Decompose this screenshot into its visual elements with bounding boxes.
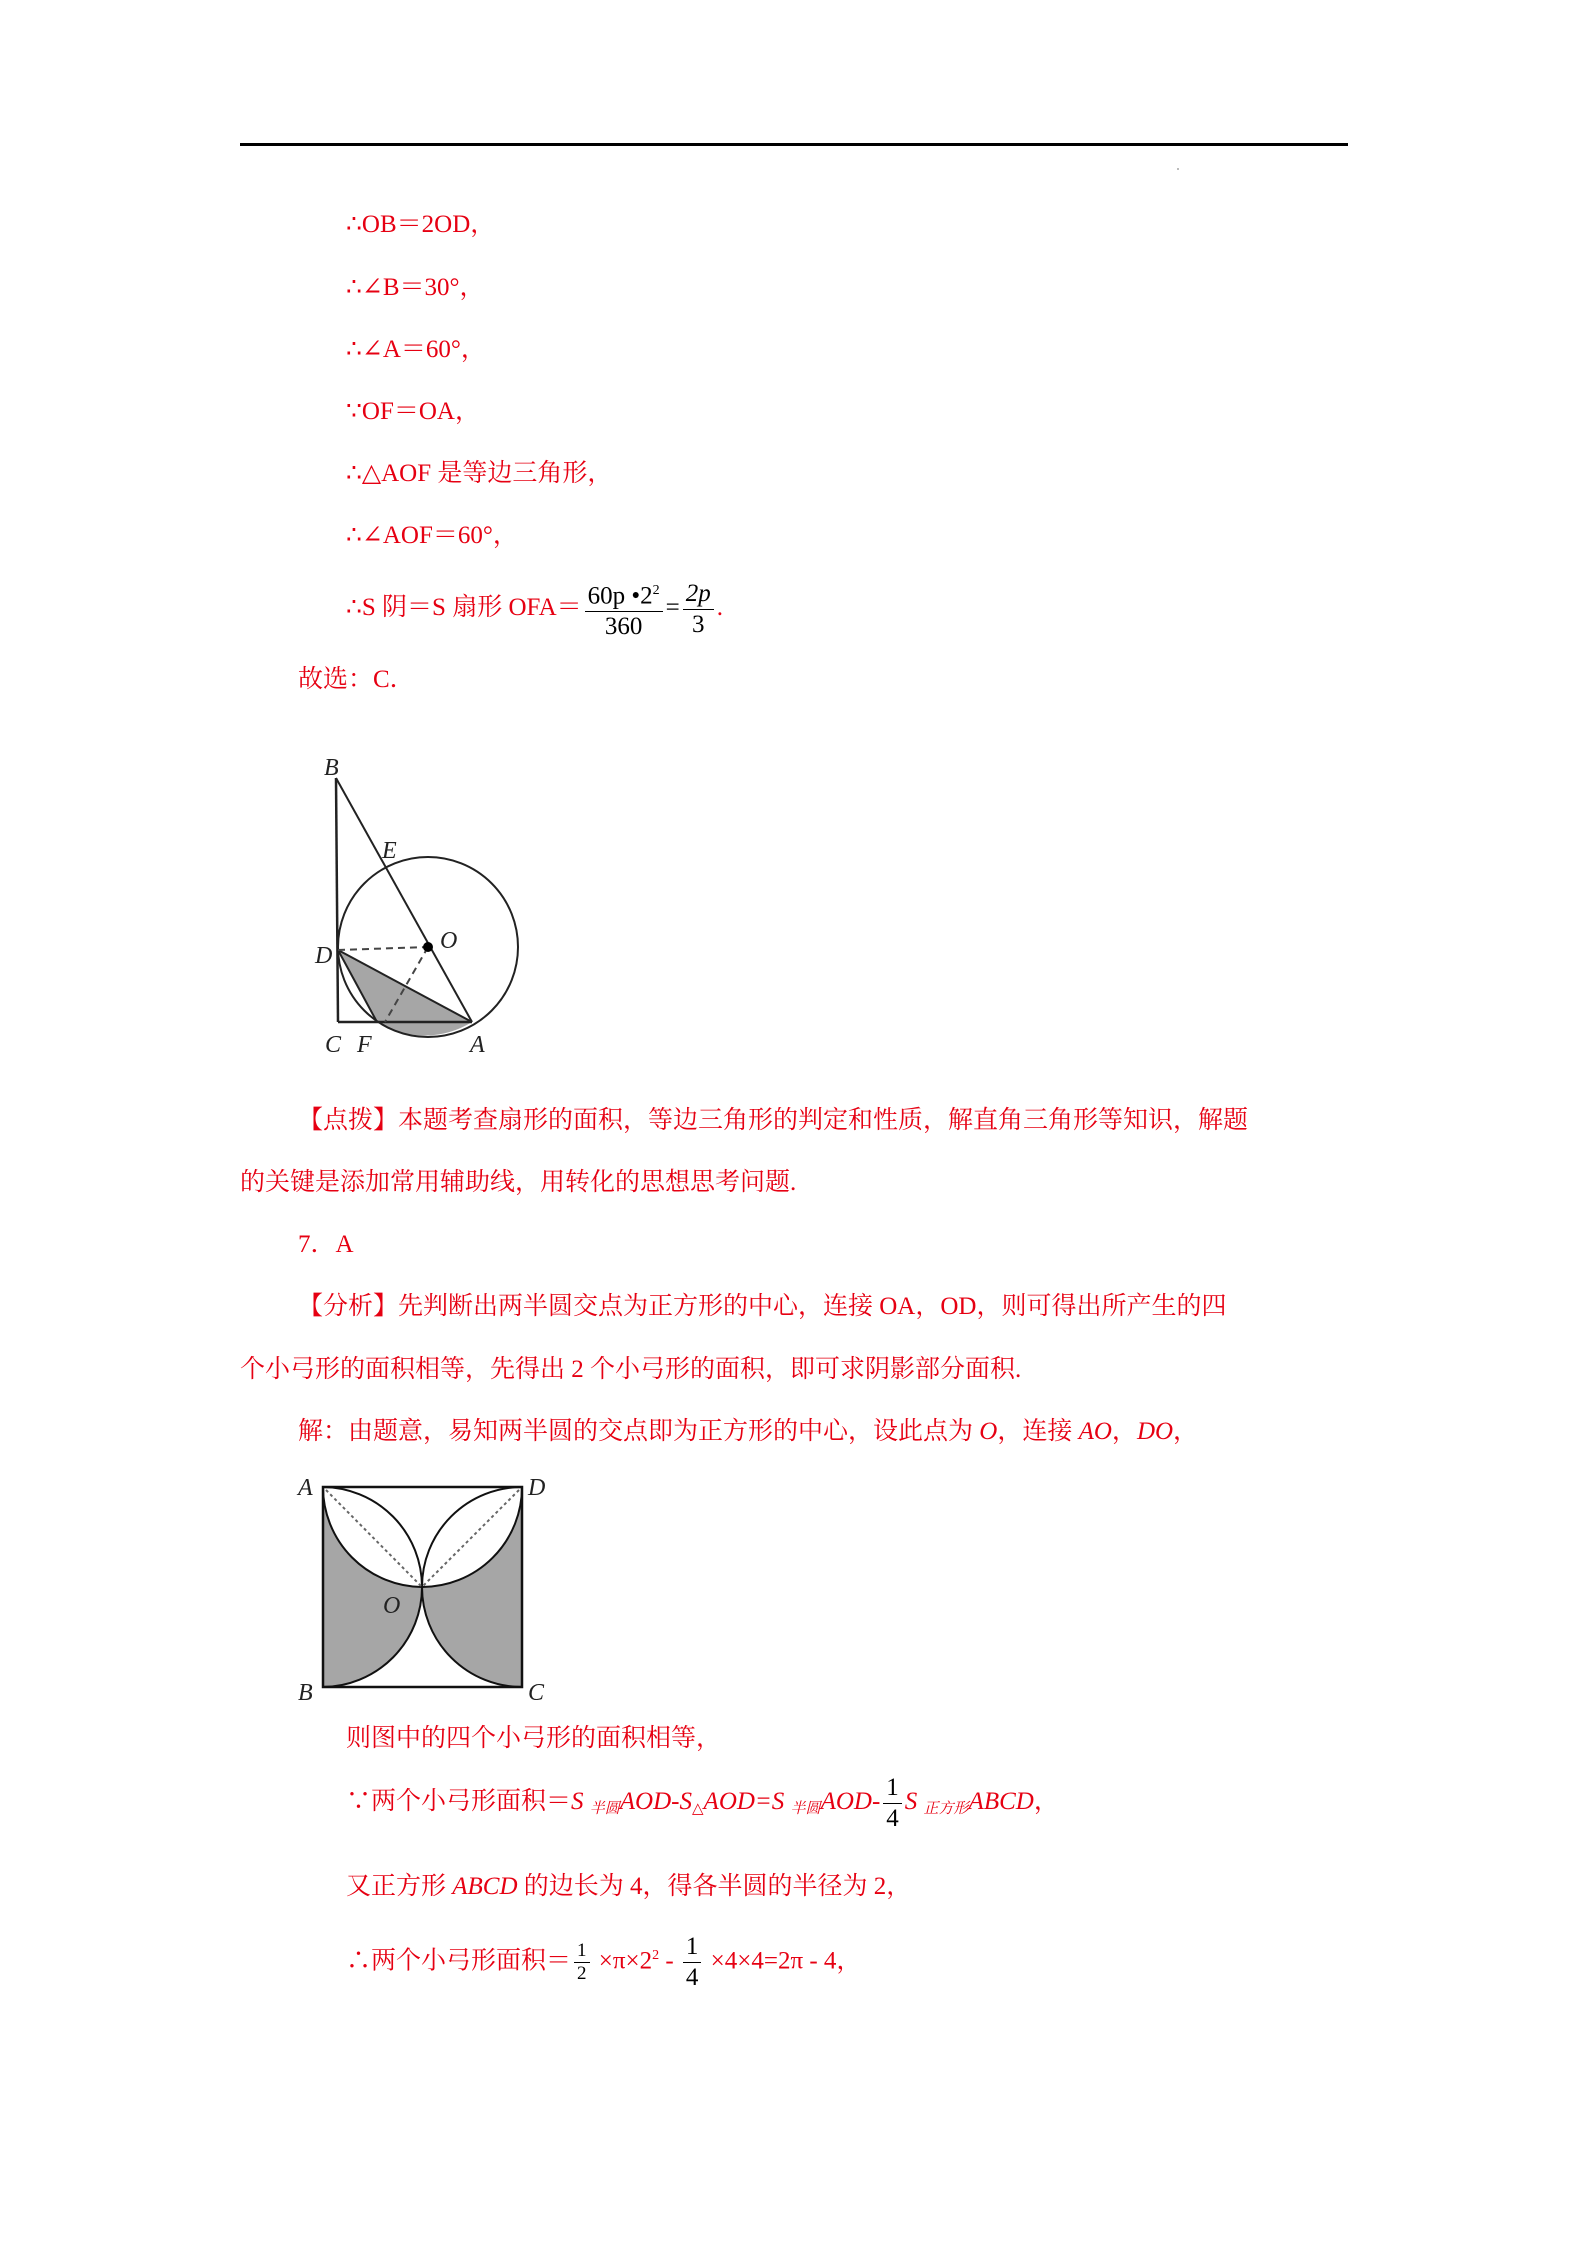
center-point [423,942,433,952]
label-c: C [528,1680,545,1706]
scan-dot [1177,168,1179,170]
side-bc [336,778,338,1022]
label-a: A [470,1032,485,1058]
fraction: $\frac{1}{4}$ [883,1773,902,1834]
area-formula [346,576,723,642]
label-d: D [315,943,333,969]
numerator: 60p $•2^2$ [585,576,663,612]
label-o: O [440,928,458,954]
label-b: B [324,755,339,781]
solution-line: 解：由题意，易知两半圆的交点即为正方形的中心，设此点为 O，连接 AO，DO， [298,1418,1199,1445]
equals: = [665,594,680,621]
fraction: $\frac{1}{2}$ [574,1940,590,1985]
step-line: ∴∠AOF＝60°， [346,522,518,549]
label-e: E [382,838,397,864]
shaded-right [422,1487,522,1687]
equal-line: 则图中的四个小弓形的面积相等， [346,1725,722,1752]
tip-line: 的关键是添加常用辅助线，用转化的思想思考问题. [240,1169,797,1196]
step-line: ∵OF＝OA， [346,398,480,425]
formula-line: ∵两个小弓形面积＝S $_{半圆}AOD-S_\triangle AOD=S$ $_{半圆}$AOD- $\frac{1}{4}$ S $_{正方形}$ABCD， [346,1773,1059,1832]
label-c: C [325,1032,342,1058]
side-line: 又正方形 ABCD 的边长为 4，得各半圆的半径为 2， [346,1873,912,1900]
area-prefix: ∴S 阴＝S 扇形 OFA＝ [346,594,582,621]
fraction [683,579,714,640]
square-semicircles-figure [290,1460,560,1710]
formula-line: ∴两个小弓形面积＝ $\frac{1}{2}$ $\times\pi\times 2^2$ - $\frac{1}{4}$ ×4×4=2π - 4， [346,1933,862,1992]
step-line: ∴∠B＝30°， [346,274,485,301]
numerator: 2p [683,579,714,610]
label-o: O [383,1593,401,1619]
label-a: A [298,1475,313,1501]
step-line: ∴OB＝2OD， [346,211,496,238]
answer-line: 故选：C． [298,666,415,693]
label-f: F [357,1032,372,1058]
label-b: B [298,1680,313,1706]
dashed-do [338,947,428,950]
header-rule [240,143,1348,146]
fraction [585,576,663,642]
tip-line: 【点拨】本题考查扇形的面积，等边三角形的判定和性质，解直角三角形等知识，解题 [298,1107,1249,1134]
analysis-line: 个小弓形的面积相等，先得出 2 个小弓形的面积，即可求阴影部分面积. [240,1356,1022,1383]
fraction: $\frac{1}{4}$ [683,1932,702,1993]
triangle-circle-figure [300,740,540,1070]
label-d: D [528,1475,546,1501]
period: . [716,594,723,621]
denominator: 3 [692,610,705,638]
shaded-left [323,1487,422,1687]
denominator: 360 [604,613,643,641]
step-line: ∴∠A＝60°， [346,336,486,363]
analysis-line: 【分析】先判断出两半圆交点为正方形的中心，连接 OA，OD，则可得出所产生的四 [298,1293,1227,1320]
question-number: 7．A [298,1231,354,1258]
step-line: ∴△AOF 是等边三角形， [346,460,613,487]
